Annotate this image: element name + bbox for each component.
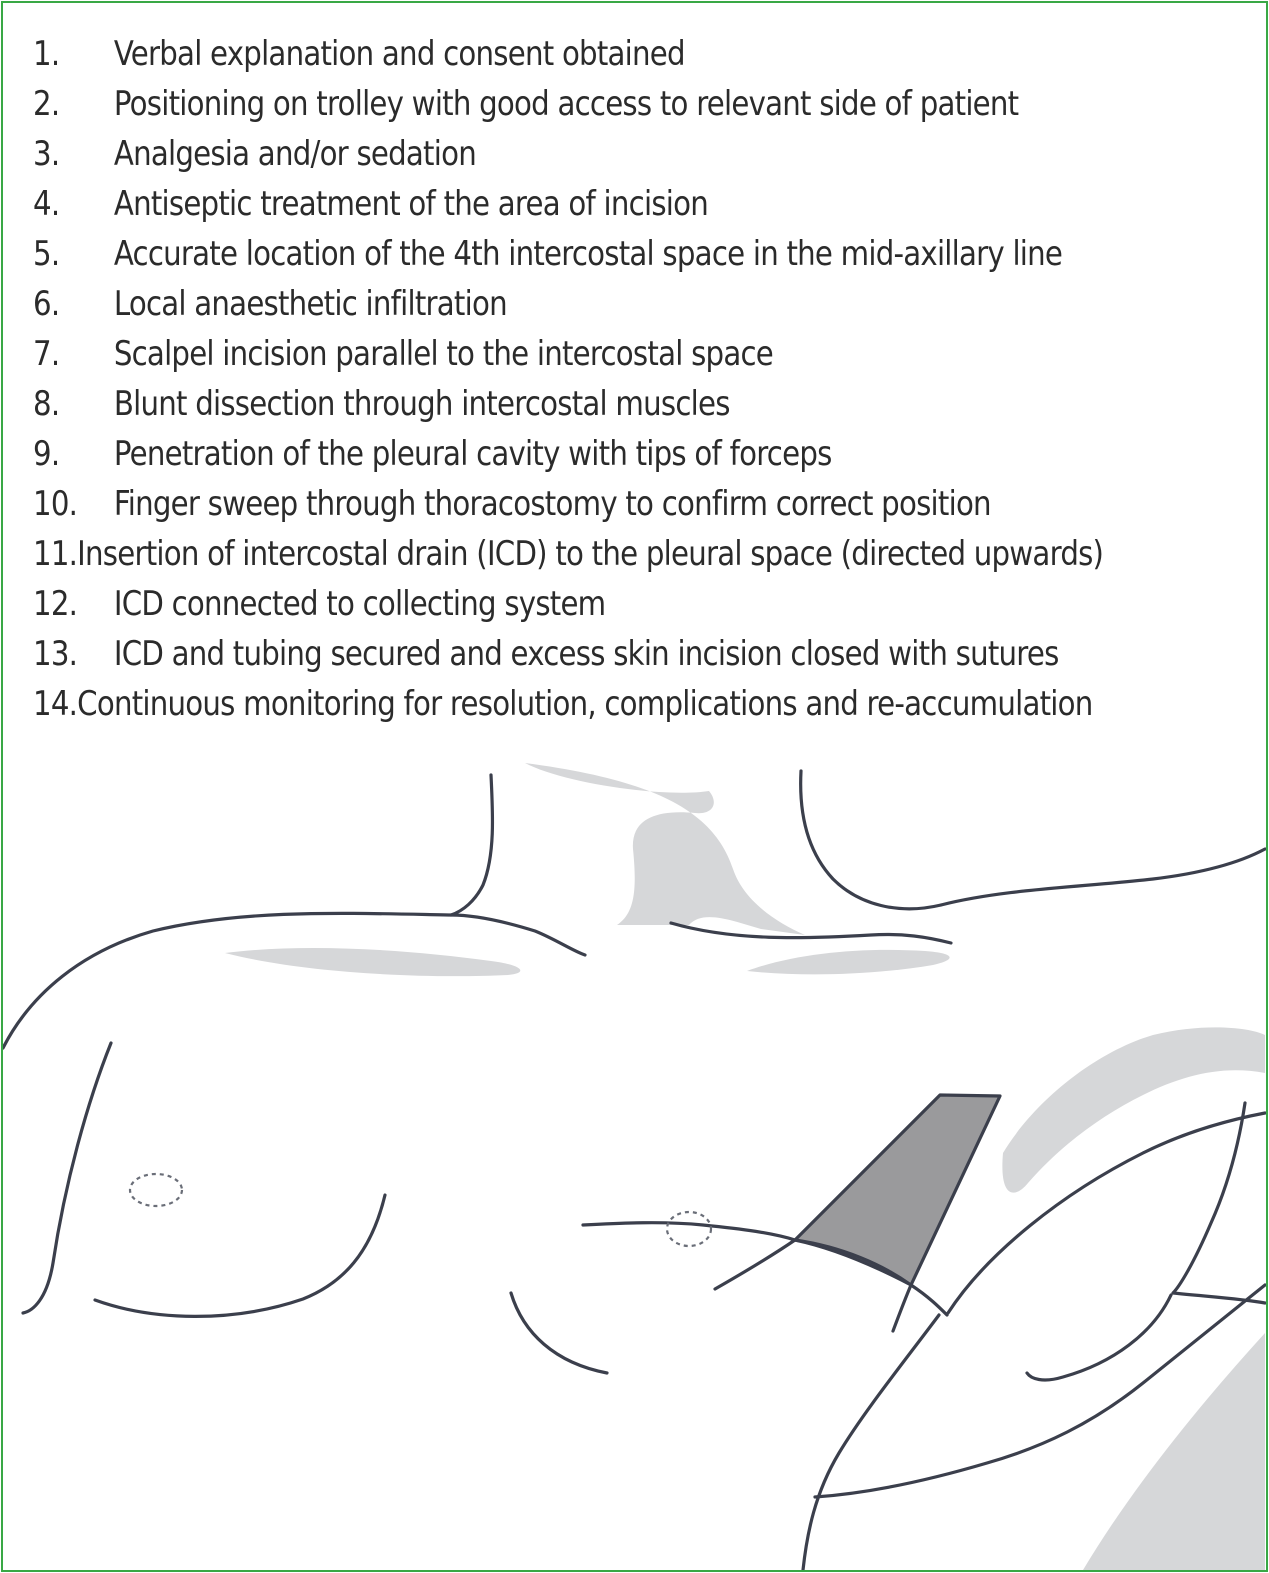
figure-frame (1, 1, 1268, 1572)
safe-triangle (795, 1095, 1000, 1285)
left-breast-line (95, 1195, 385, 1316)
step-text: ICD and tubing secured and excess skin incision closed with sutures (113, 634, 1059, 674)
step-number: 3. (33, 134, 60, 174)
step-text: Analgesia and/or sedation (113, 134, 476, 174)
arm-inner-line (948, 1113, 1265, 1313)
step-text: Penetration of the pleural cavity with tips of forceps (113, 434, 832, 474)
chest-drain-illustration (3, 3, 1266, 1570)
nipple-line-right (583, 1223, 795, 1240)
arm-shadow-lower (1083, 1333, 1265, 1570)
right-clavicle-line (671, 923, 951, 943)
step-number: 8. (33, 384, 60, 424)
step-text: Continuous monitoring for resolution, complications and re-accumulation (77, 684, 1093, 724)
step-number: 14. (33, 684, 78, 724)
torso-right-side-line (803, 1315, 939, 1570)
sternum-lower-line (511, 1293, 607, 1373)
step-number: 1. (33, 34, 60, 74)
step-text: ICD connected to collecting system (113, 584, 606, 624)
left-side-line (23, 1043, 111, 1313)
arm-fold-line (1027, 1295, 1171, 1380)
step-number: 2. (33, 84, 60, 124)
step-text: Local anaesthetic infiltration (113, 284, 507, 324)
left-nipple (130, 1174, 182, 1206)
step-text: Accurate location of the 4th intercostal space in the mid-axillary line (113, 234, 1063, 274)
step-number: 9. (33, 434, 60, 474)
neck-shadow (525, 763, 805, 935)
right-nipple (667, 1212, 711, 1246)
step-number: 7. (33, 334, 60, 374)
right-shoulder-line (941, 849, 1265, 905)
neck-right-line (801, 771, 941, 909)
step-number: 12. (33, 584, 78, 624)
drain-tract-line (893, 1285, 911, 1331)
step-number: 13. (33, 634, 78, 674)
step-text: Antiseptic treatment of the area of incision (113, 184, 709, 224)
step-text: Scalpel incision parallel to the intercostal space (113, 334, 773, 374)
step-text: Blunt dissection through intercostal muscles (113, 384, 730, 424)
step-text: Insertion of intercostal drain (ICD) to the pleural space (directed upwards) (77, 534, 1104, 574)
step-text: Positioning on trolley with good access to relevant side of patient (113, 84, 1019, 124)
pectoral-lower-line (715, 1240, 795, 1289)
step-text: Verbal explanation and consent obtained (113, 34, 685, 74)
arm-shadow-upper (1002, 1027, 1265, 1192)
step-number: 5. (33, 234, 60, 274)
step-text: Finger sweep through thoracostomy to confirm correct position (113, 484, 991, 524)
step-number: 11. (33, 534, 78, 574)
left-clavicle-shadow (225, 948, 520, 976)
step-number: 6. (33, 284, 60, 324)
right-clavicle-shadow (747, 950, 950, 975)
left-shoulder-line (3, 913, 585, 1048)
step-number: 4. (33, 184, 60, 224)
step-number: 10. (33, 484, 78, 524)
neck-left-line (451, 775, 493, 915)
